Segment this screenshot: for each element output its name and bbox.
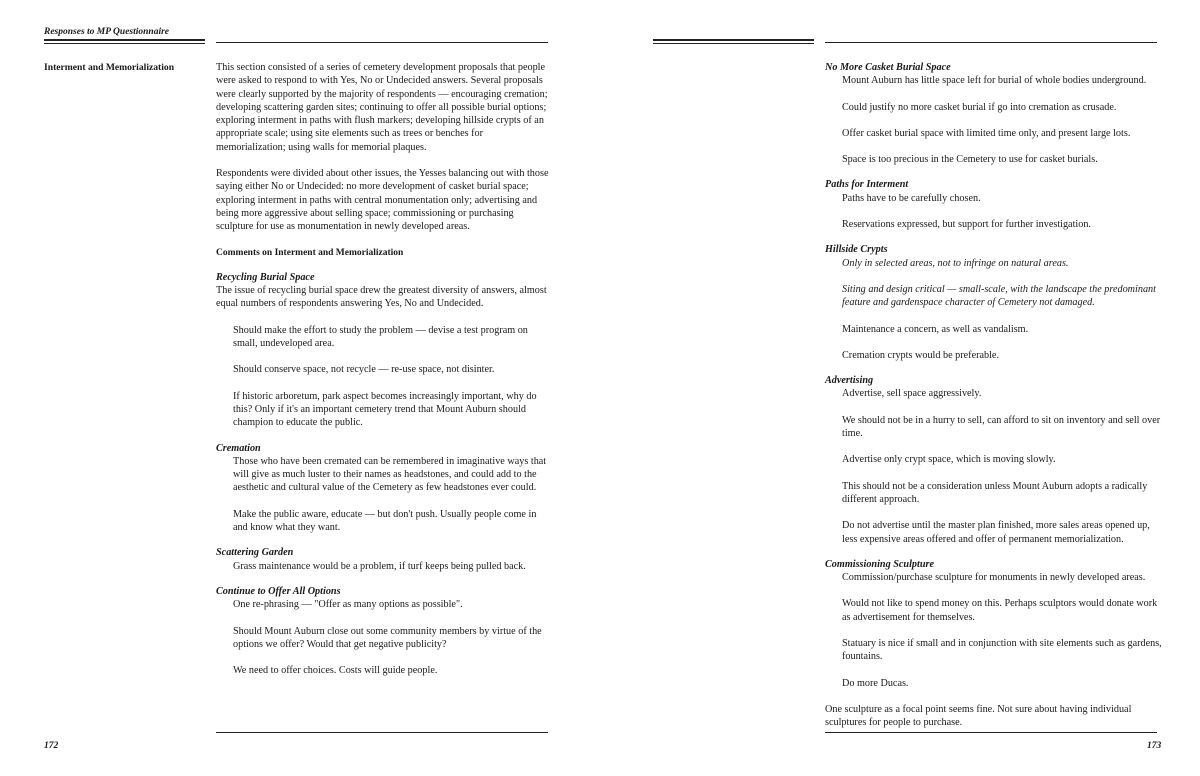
comment: Maintenance a concern, as well as vandalism. bbox=[842, 323, 1029, 335]
comment: If historic arboretum, park aspect becomes increasingly important, why do this? Only if it's an important cemetery trend that Mount Auburn should champion to educate the public. bbox=[233, 390, 537, 429]
left-text-column bbox=[216, 61, 550, 677]
comment: Mount Auburn has little space left for burial of whole bodies underground. bbox=[842, 75, 1147, 87]
intro-paragraph: Respondents were divided about other issues, the Yesses balancing out with those saying either No or Undecided: no more development of casket burial space; exploring interment in paths with central monumentation only; advertising and being more aggressive about selling space; commissioning or purchasing sculpture for use as monumentation in newly developed areas. bbox=[216, 168, 549, 233]
comment: Grass maintenance would be a problem, if turf keeps being pulled back. bbox=[233, 560, 526, 572]
section-title-options: Continue to Offer All Options bbox=[216, 585, 341, 597]
comment: Do not advertise until the master plan finished, more sales areas opened up, less expensive areas offered and offer of permanent memorialization. bbox=[842, 520, 1150, 545]
comment: Statuary is nice if small and in conjunction with site elements such as gardens, fountains. bbox=[842, 638, 1162, 663]
section-title-advertising: Advertising bbox=[825, 375, 874, 387]
comment: Should Mount Auburn close out some community members by virtue of the options we offer? Would that get negative publicity? bbox=[233, 625, 542, 650]
comment: Advertise, sell space aggressively. bbox=[842, 388, 982, 400]
intro-paragraph: This section consisted of a series of cemetery development proposals that people were asked to respond to with Yes, No or Undecided answers. Several proposals were clearly supported by the majority of respondents — encouraging cremation; developing scattering garden sites; continuing to offer all possible burial options; exploring interment in paths with flush markers; developing hillside crypts of an appropriate scale; using site elements such as trees or benches for memorialization; using walls for memorial plaques. bbox=[216, 62, 548, 153]
section-title-hillside: Hillside Crypts bbox=[825, 244, 888, 256]
section-title-scattering: Scattering Garden bbox=[216, 547, 294, 559]
header-rule-thick bbox=[44, 39, 205, 41]
comment: One re-phrasing — "Offer as many options as possible". bbox=[233, 599, 463, 611]
comment: Commission/purchase sculpture for monuments in newly developed areas. bbox=[842, 572, 1146, 584]
section-title-casket: No More Casket Burial Space bbox=[825, 62, 951, 73]
footer-rule bbox=[216, 732, 548, 733]
footer-rule bbox=[825, 732, 1157, 733]
comment: Make the public aware, educate — but don't push. Usually people come in and know what they want. bbox=[233, 508, 537, 534]
header-rule-thin bbox=[653, 43, 814, 44]
comment: Would not like to spend money on this. Perhaps sculptors would donate work as advertisement for themselves. bbox=[842, 598, 1158, 623]
comment: Offer casket burial space with limited time only, and present large lots. bbox=[842, 127, 1131, 139]
section-title-paths: Paths for Interment bbox=[825, 179, 909, 191]
comment: Those who have been cremated can be remembered in imaginative ways that will give as much luster to their names as headstones, and could add to the aesthetic and cultural value of the Cemetery as few headstones ever could. bbox=[233, 455, 547, 494]
header-rule-thin bbox=[44, 43, 205, 44]
comment: Should conserve space, not recycle — re-use space, not disinter. bbox=[233, 364, 495, 376]
right-page bbox=[600, 0, 1200, 776]
comment: Cremation crypts would be preferable. bbox=[842, 349, 1000, 361]
section-lead: The issue of recycling burial space drew the greatest diversity of answers, almost equal numbers of respondents answering Yes, No and Undecided. bbox=[216, 285, 547, 310]
comment: We should not be in a hurry to sell, can afford to sit on inventory and sell over time. bbox=[842, 414, 1161, 440]
header-rule-thick bbox=[653, 39, 814, 41]
comment: Only in selected areas, not to infringe on natural areas. bbox=[842, 257, 1069, 269]
comment: Paths have to be carefully chosen. bbox=[842, 192, 981, 204]
side-heading: Interment and Memorialization bbox=[44, 62, 175, 73]
header-rule-text bbox=[825, 42, 1157, 43]
page-number: 172 bbox=[44, 741, 59, 751]
comments-heading: Comments on Interment and Memorialization bbox=[216, 247, 404, 258]
closing-paragraph: One sculpture as a focal point seems fine. Not sure about having individual sculptures for people to purchase. bbox=[825, 703, 1132, 729]
comment: This should not be a consideration unless Mount Auburn adopts a radically different approach. bbox=[842, 480, 1148, 505]
running-head: Responses to MP Questionnaire bbox=[44, 27, 170, 37]
section-title-recycling: Recycling Burial Space bbox=[216, 271, 315, 283]
comment: Reservations expressed, but support for further investigation. bbox=[842, 219, 1091, 231]
comment: Siting and design critical — small-scale, with the landscape the predominant feature and gardenspace character of Cemetery not damaged. bbox=[842, 283, 1156, 309]
page-number: 173 bbox=[1147, 741, 1162, 751]
comment: Advertise only crypt space, which is moving slowly. bbox=[842, 454, 1056, 466]
comment: Do more Ducas. bbox=[842, 677, 909, 689]
comment: Should make the effort to study the problem — devise a test program on small, undeveloped area. bbox=[233, 324, 528, 350]
section-title-sculpture: Commissioning Sculpture bbox=[825, 558, 934, 570]
header-rule-text bbox=[216, 42, 548, 43]
comment: Space is too precious in the Cemetery to use for casket burials. bbox=[842, 154, 1098, 166]
right-text-column bbox=[825, 61, 1165, 730]
comment: We need to offer choices. Costs will guide people. bbox=[233, 665, 438, 677]
comment: Could justify no more casket burial if go into cremation as crusade. bbox=[842, 101, 1117, 113]
section-title-cremation: Cremation bbox=[216, 442, 261, 454]
